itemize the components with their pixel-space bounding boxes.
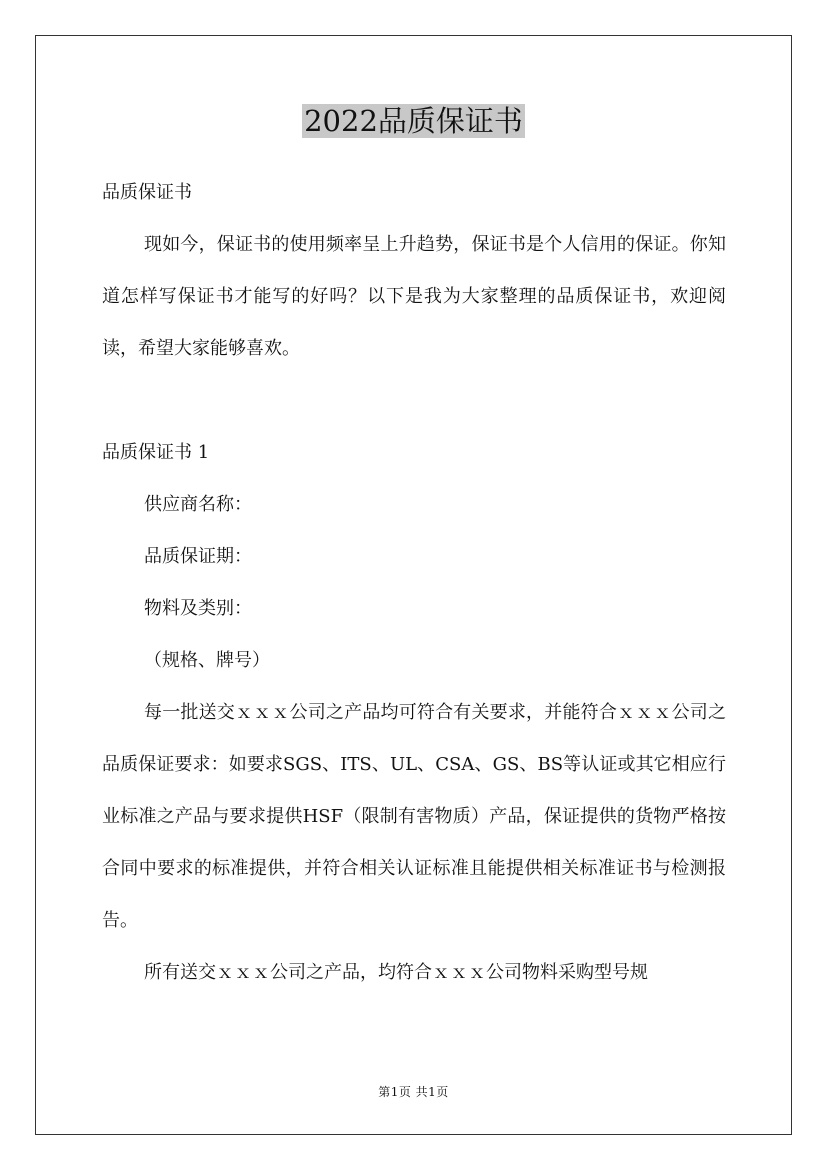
document-title-text: 2022品质保证书 [304, 104, 523, 138]
spec-note: （规格、牌号） [144, 650, 270, 671]
material-category-field: 物料及类别： [144, 598, 252, 619]
intro-paragraph: 现如今，保证书的使用频率呈上升趋势，保证书是个人信用的保证。你知道怎样写保证书才能写的好吗？以下是我为大家整理的品质保证书，欢迎阅读，希望大家能够喜欢。 [102, 234, 726, 359]
requirements-paragraph: 每一批送交ｘｘｘ公司之产品均可符合有关要求，并能符合ｘｘｘ公司之品质保证要求：如要求SGS、ITS、UL、CSA、GS、BS等认证或其它相应行业标准之产品与要求提供HSF（限制有害物质）产品，保证提供的货物严格按合同中要求的标准提供，并符合相关认证标准且能提供相关标准证书与检测报告。 [102, 702, 726, 931]
products-paragraph: 所有送交ｘｘｘ公司之产品，均符合ｘｘｘ公司物料采购型号规 [144, 962, 648, 983]
document-body [102, 167, 726, 999]
section-heading: 品质保证书 1 [102, 442, 210, 463]
document-heading: 品质保证书 [102, 182, 192, 203]
page-footer: 第1页 共1页 [378, 1085, 449, 1099]
document-title [0, 100, 827, 142]
paragraph-gap [102, 375, 726, 427]
quality-period-field: 品质保证期： [144, 546, 252, 567]
supplier-name-field: 供应商名称： [144, 494, 252, 515]
